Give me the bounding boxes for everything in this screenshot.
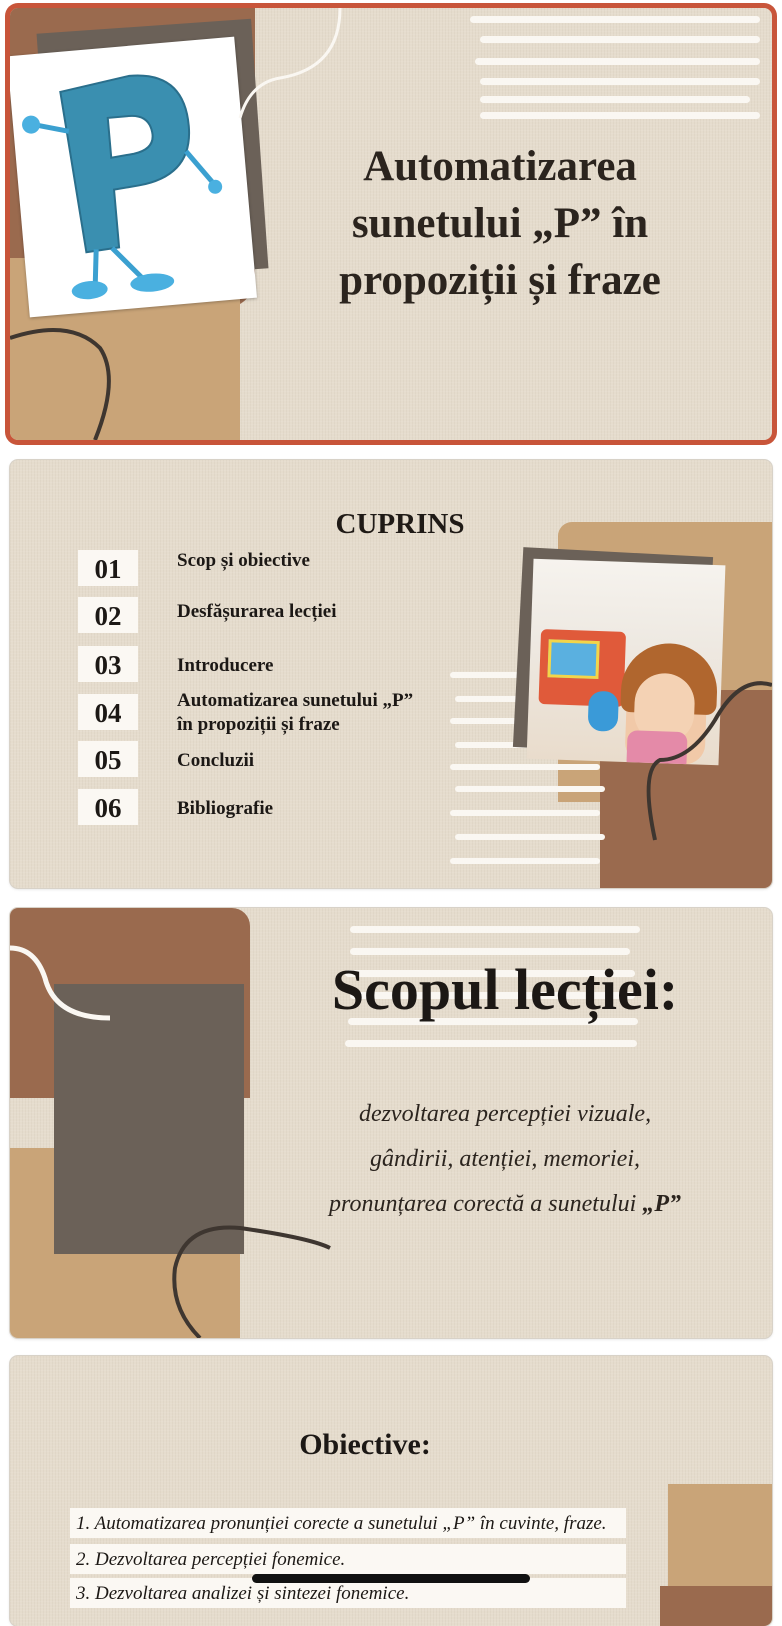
slide-3-body xyxy=(280,1092,730,1227)
decor-line xyxy=(480,36,760,43)
objective-item: 3. Dezvoltarea analizei și sintezei fonemice. xyxy=(70,1578,626,1608)
home-indicator[interactable] xyxy=(252,1574,530,1583)
toc-label: Concluzii xyxy=(177,750,255,771)
body-line: gândirii, atenției, memoriei, xyxy=(370,1146,640,1172)
toc-label: Automatizarea sunetului „P” în propoziții și fraze xyxy=(177,690,414,735)
toc-label: Scop și obiective xyxy=(177,550,310,571)
slide-thumbnail-4[interactable] xyxy=(10,1356,772,1626)
toc-number: 02 xyxy=(78,597,138,633)
decor-line xyxy=(475,58,760,65)
decor-line xyxy=(345,1040,637,1047)
decor-line xyxy=(350,948,630,955)
decor-line xyxy=(480,112,760,119)
decor-line xyxy=(480,96,750,103)
toc-label: Desfășurarea lecției xyxy=(177,601,337,622)
toc-number: 05 xyxy=(78,741,138,777)
slide-thumbnail-1[interactable] xyxy=(10,8,772,440)
toc-label: Bibliografie xyxy=(177,798,274,819)
slide-1-title: Automatizarea sunetului „P” în propoziții și fraze xyxy=(339,143,661,304)
body-line: pronunțarea corectă a sunetului xyxy=(329,1191,643,1217)
slide-thumbnail-2[interactable] xyxy=(10,460,772,888)
slide-thumbnail-3[interactable] xyxy=(10,908,772,1338)
decor-brown-block xyxy=(660,1586,772,1626)
slide-4-title: Obiective: xyxy=(299,1428,431,1461)
toc-number: 01 xyxy=(78,550,138,586)
decor-line xyxy=(470,16,760,23)
toc-number: 06 xyxy=(78,789,138,825)
toc-title: CUPRINS xyxy=(335,508,465,540)
objective-item: 1. Automatizarea pronunției corecte a sunetului „P” în cuvinte, fraze. xyxy=(70,1508,626,1538)
toc-number: 03 xyxy=(78,646,138,682)
body-line: dezvoltarea percepției vizuale, xyxy=(358,1101,652,1127)
toc-label: Introducere xyxy=(177,655,274,676)
decor-line xyxy=(350,926,640,933)
toc-number: 04 xyxy=(78,694,138,730)
slide-3-title: Scopul lecției: xyxy=(331,957,679,1022)
decor-curve xyxy=(10,460,772,888)
emphasis-text: „P” xyxy=(642,1191,681,1217)
objective-item: 2. Dezvoltarea percepției fonemice. xyxy=(70,1544,626,1574)
decor-line xyxy=(480,78,760,85)
body-line-emphasis-row xyxy=(280,1182,730,1227)
